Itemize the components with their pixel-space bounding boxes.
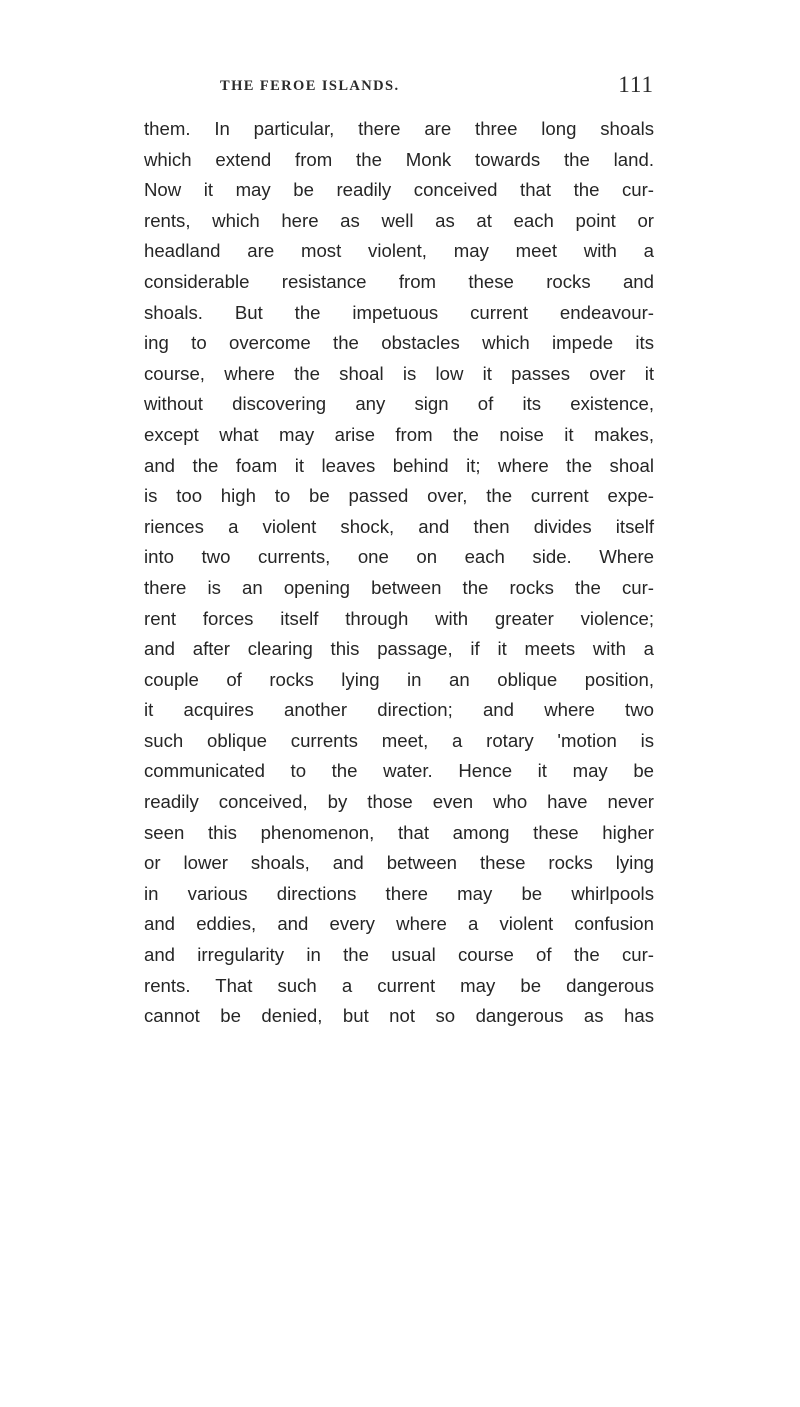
text-line: and after clearing this passage, if it meets with a — [144, 638, 654, 660]
text-line: rent forces itself through with greater violence; — [144, 607, 654, 629]
text-line: course, where the shoal is low it passes over it — [144, 362, 654, 384]
text-line: into two currents, one on each side. Where — [144, 546, 654, 568]
text-line: such oblique currents meet, a rotary 'motion is — [144, 729, 654, 751]
text-line: is too high to be passed over, the current expe- — [144, 485, 654, 507]
text-line: riences a violent shock, and then divides itself — [144, 515, 654, 537]
text-line: in various directions there may be whirlpools — [144, 882, 654, 904]
text-line: rents, which here as well as at each point or — [144, 209, 654, 231]
running-title: THE FEROE ISLANDS. — [220, 78, 400, 94]
text-line: without discovering any sign of its existence, — [144, 393, 654, 415]
text-line: seen this phenomenon, that among these higher — [144, 821, 654, 843]
text-line: considerable resistance from these rocks and — [144, 270, 654, 292]
text-line: it acquires another direction; and where two — [144, 699, 654, 721]
text-line: which extend from the Monk towards the land. — [144, 148, 654, 170]
text-line: except what may arise from the noise it makes, — [144, 423, 654, 445]
text-line: communicated to the water. Hence it may be — [144, 760, 654, 782]
body-text — [144, 114, 654, 1032]
text-line: rents. That such a current may be dangerous — [144, 974, 654, 996]
text-line: and irregularity in the usual course of the cur- — [144, 944, 654, 966]
text-line: Now it may be readily conceived that the cur- — [144, 179, 654, 201]
text-line: them. In particular, there are three long shoals — [144, 118, 654, 139]
text-line: and the foam it leaves behind it; where the shoal — [144, 454, 654, 476]
text-line: ing to overcome the obstacles which impede its — [144, 332, 654, 354]
text-line: there is an opening between the rocks the cur- — [144, 576, 654, 598]
text-line: couple of rocks lying in an oblique position, — [144, 668, 654, 690]
text-line: shoals. But the impetuous current endeavour- — [144, 301, 654, 323]
text-line: or lower shoals, and between these rocks lying — [144, 852, 654, 874]
text-line: and eddies, and every where a violent confusion — [144, 913, 654, 935]
text-line: cannot be denied, but not so dangerous as has — [144, 1005, 654, 1027]
text-line: headland are most violent, may meet with a — [144, 240, 654, 262]
page-number: 111 — [618, 72, 654, 97]
page-header — [144, 72, 654, 102]
text-line: readily conceived, by those even who have never — [144, 791, 654, 813]
